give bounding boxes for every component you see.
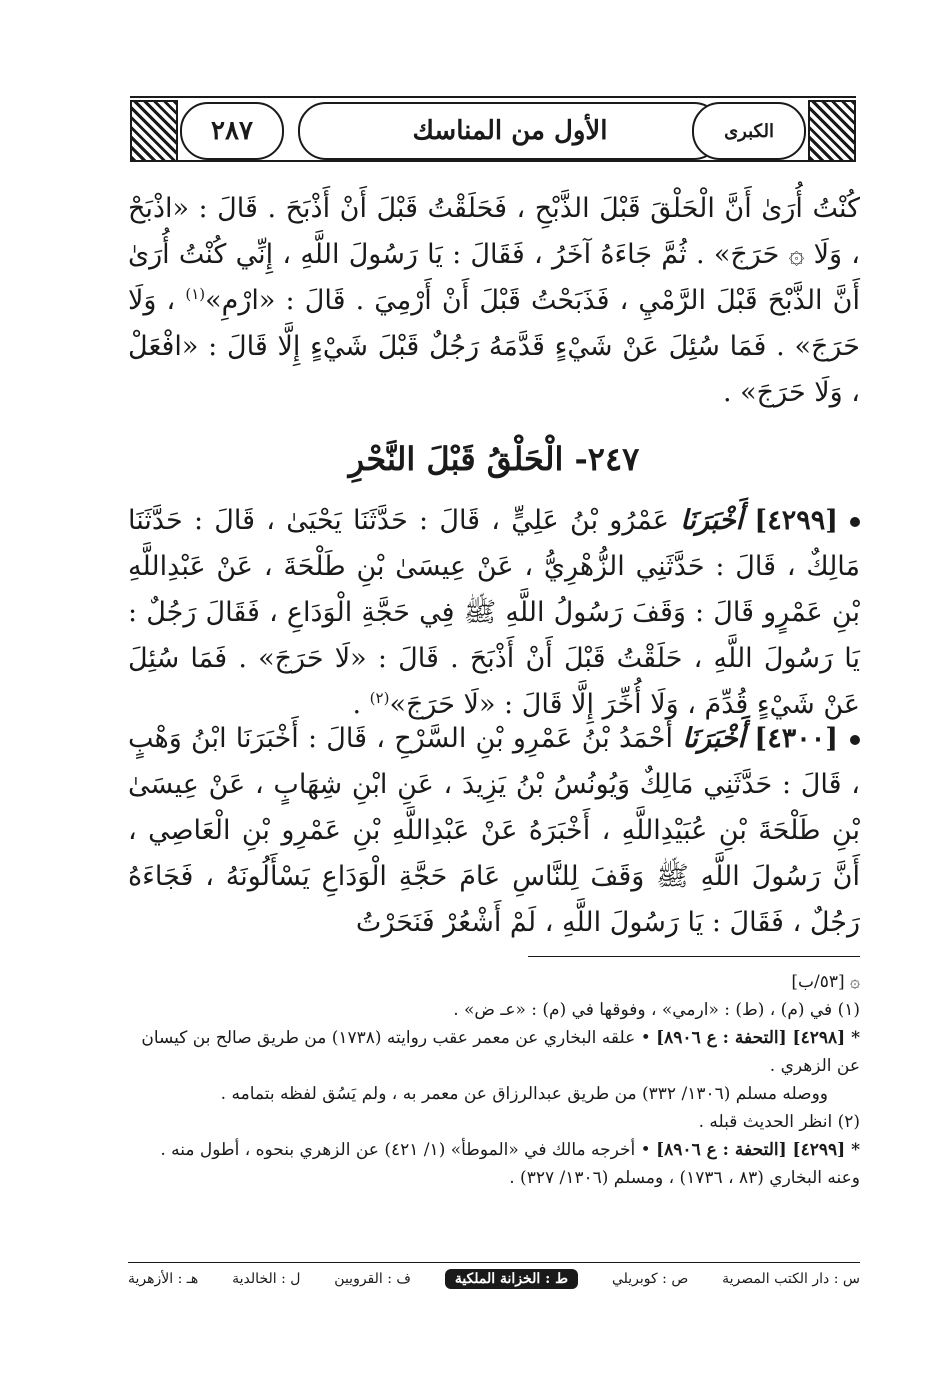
header-rule-bottom xyxy=(130,160,856,162)
hadith-number: [٤٢٩٩] xyxy=(754,505,838,536)
paragraph-continuation xyxy=(128,186,860,416)
note-4299 xyxy=(128,1136,860,1192)
sigla-rule xyxy=(128,1262,860,1263)
folio-marker: ۞ [٥٣/ب] xyxy=(791,972,860,992)
siglum-highlighted: ط : الخزانة الملكية xyxy=(445,1269,578,1289)
footnote-rule xyxy=(528,956,860,957)
header-title-cartouche xyxy=(298,102,722,160)
bullet-icon xyxy=(850,517,860,527)
hadith-number: [٤٣٠٠] xyxy=(754,723,838,754)
chapter-heading: ٢٤٧- الْحَلْقُ قَبْلَ النَّحْرِ xyxy=(348,440,640,478)
note-4298 xyxy=(128,1024,860,1080)
header-title: الأول من المناسك xyxy=(412,116,608,146)
siglum: هـ : الأزهرية xyxy=(128,1271,199,1287)
bullet-icon xyxy=(850,735,860,745)
manuscript-sigla xyxy=(128,1266,860,1292)
page-number-cartouche xyxy=(180,102,284,160)
running-header xyxy=(130,96,856,162)
hadith-text: عَمْرُو بْنُ عَلِيٍّ ، قَالَ : حَدَّثَنَا يَحْيَىٰ ، قَالَ : حَدَّثَنَا مَالِكٌ ، قَالَ : حَدَّثَنِي الزُّهْرِيُّ ، عَنْ عِيسَىٰ بْنِ طَلْحَةَ ، عَنْ عَبْدِاللَّهِ بْنِ عَمْرٍو قَالَ : وَقَفَ رَسُولُ اللَّهِ ﷺ فِي حَجَّةِ الْوَدَاعِ ، فَقَالَ رَجُلٌ : يَا رَسُولَ اللَّهِ ، حَلَقْتُ قَبْلَ أَنْ أَذْبَحَ . قَالَ : «لَا حَرَجَ» . فَمَا سُئِلَ عَنْ شَيْءٍ قُدِّمَ ، وَلَا أُخِّرَ إِلَّا قَالَ : «لَا حَرَجَ» xyxy=(128,505,860,720)
note-4298-text: • علقه البخاري عن معمر عقب روايته (١٧٣٨) من طريق صالح بن كيسان عن الزهري . xyxy=(141,1028,860,1076)
footnote-ref: (٢) xyxy=(369,689,390,707)
note-4298-head: * [٤٢٩٨] [التحفة : ع ٨٩٠٦] xyxy=(656,1028,860,1048)
footnote-1: (١) في (م) ، (ط) : «ارمي» ، وفوقها في (م) : «عـ ض» . xyxy=(453,1000,860,1020)
hadith-4300 xyxy=(128,716,860,946)
book-logo-text: الكبرى xyxy=(724,120,774,142)
paragraph-text-end: ، وَلَا حَرَجَ» . فَمَا سُئِلَ عَنْ شَيْءٍ قَدَّمَهُ رَجُلٌ قَبْلَ شَيْءٍ إِلَّا قَالَ : «افْعَلْ ، وَلَا حَرَجَ» . xyxy=(128,285,860,408)
siglum: س : دار الكتب المصرية xyxy=(722,1271,860,1287)
siglum: ص : كوبريلي xyxy=(611,1271,689,1287)
siglum: ف : القرويين xyxy=(334,1271,411,1287)
hadith-end: . xyxy=(352,689,362,720)
header-rule-top xyxy=(130,96,856,98)
page-number: ٢٨٧ xyxy=(211,116,253,146)
footnote-ref: (١) xyxy=(185,285,206,303)
siglum: ل : الخالدية xyxy=(232,1271,301,1287)
akhbarana: أَخْبَرَنَا xyxy=(680,505,744,536)
paragraph-text: كُنْتُ أُرَىٰ أَنَّ الْحَلْقَ قَبْلَ الذَّبْحِ ، فَحَلَقْتُ قَبْلَ أَنْ أَذْبَحَ . قَالَ : «اذْبَحْ ، وَلَا ۞ حَرَجَ» . ثُمَّ جَاءَهُ آخَرُ ، فَقَالَ : يَا رَسُولَ اللَّهِ ، إِنِّي كُنْتُ أُرَىٰ أَنَّ الذَّبْحَ قَبْلَ الرَّمْيِ ، فَذَبَحْتُ قَبْلَ أَنْ أَرْمِيَ . قَالَ : «ارْمِ» xyxy=(128,193,860,316)
footnote-2: (٢) انظر الحديث قبله . xyxy=(698,1112,860,1132)
note-4299-head: * [٤٢٩٩] [التحفة : ع ٨٩٠٦] xyxy=(656,1140,860,1160)
hadith-text: أَحْمَدُ بْنُ عَمْرِو بْنِ السَّرْحِ ، قَالَ : أَخْبَرَنَا ابْنُ وَهْبٍ ، قَالَ : حَدَّثَنِي مَالِكٌ وَيُونُسُ بْنُ يَزِيدَ ، عَنِ ابْنِ شِهَابٍ ، عَنْ عِيسَىٰ بْنِ طَلْحَةَ بْنِ عُبَيْدِاللَّهِ ، أَخْبَرَهُ عَنْ عَبْدِاللَّهِ بْنِ عَمْرِو بْنِ الْعَاصِي ، أَنَّ رَسُولَ اللَّهِ ﷺ وَقَفَ لِلنَّاسِ عَامَ حَجَّةِ الْوَدَاعِ يَسْأَلُونَهُ ، فَجَاءَهُ رَجُلٌ ، فَقَالَ : يَا رَسُولَ اللَّهِ ، لَمْ أَشْعُرْ فَنَحَرْتُ xyxy=(128,723,860,938)
ornament-right-icon xyxy=(808,100,856,162)
book-logo xyxy=(692,102,806,160)
ornament-left-icon xyxy=(130,100,178,162)
footnotes xyxy=(128,968,860,1192)
hadith-4299 xyxy=(128,498,860,728)
note-4299-text: • أخرجه مالك في «الموطأ» (١/ ٤٢١) عن الزهري بنحوه ، أطول منه . وعنه البخاري (٨٣ ، ١٧٣٦) ، ومسلم (١٣٠٦/ ٣٢٧) . xyxy=(160,1140,860,1188)
akhbarana: أَخْبَرَنَا xyxy=(682,723,746,754)
note-4298-cont: ووصله مسلم (١٣٠٦/ ٣٣٢) من طريق عبدالرزاق عن معمر به ، ولم يَسُق لفظه بتمامه . xyxy=(220,1084,828,1104)
